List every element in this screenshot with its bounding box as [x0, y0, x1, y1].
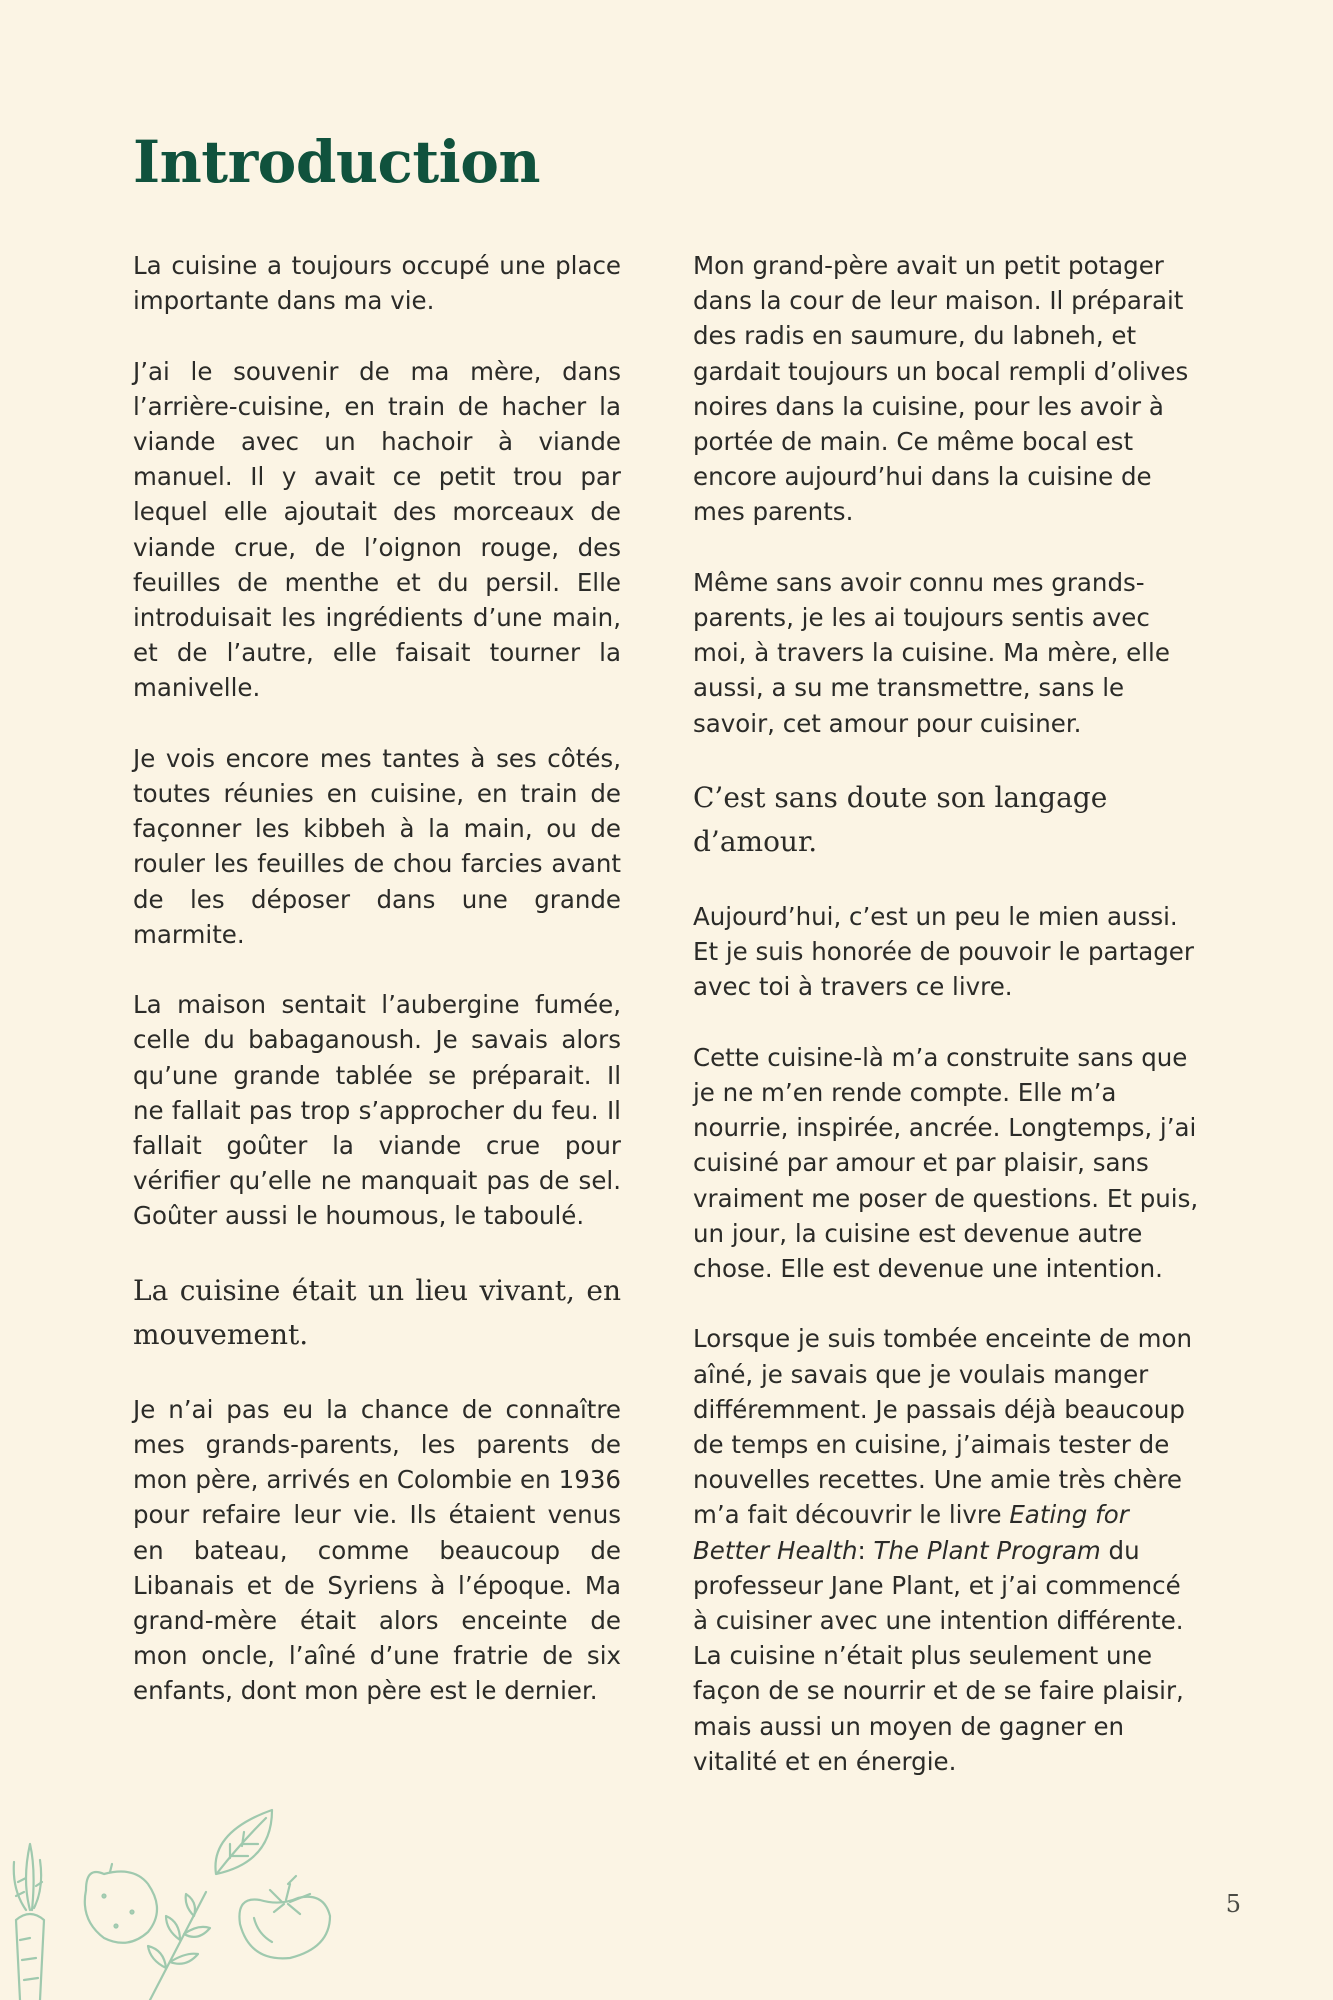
lemon-icon	[85, 1864, 157, 1943]
leaf-icon	[215, 1810, 272, 1874]
book-title: Eating for Better Health	[693, 1500, 1129, 1565]
paragraph: La maison sentait l’aubergine fumée, celle du babaganoush. Je savais alors qu’une grande tablée se préparait. Il ne fallait pas trop s’approcher du feu. Il fallait goûter la viande crue pour vérifier qu’elle ne manquait pas de sel. Goûter aussi le houmous, le taboulé.	[133, 990, 621, 1231]
pull-quote-heading: La cuisine était un lieu vivant, en mouvement.	[133, 1273, 621, 1351]
paragraph	[693, 1321, 1203, 1779]
page-number: 5	[1225, 1890, 1241, 1918]
page-title: Introduction	[133, 128, 541, 196]
carrot-icon	[14, 1844, 44, 2000]
tomato-icon	[239, 1876, 330, 1958]
paragraph: Même sans avoir connu mes grands-parents, je les ai toujours sentis avec moi, à travers la cuisine. Ma mère, elle aussi, a su me transmettre, sans le savoir, cet amour pour cuisiner.	[693, 567, 1170, 738]
paragraph: Aujourd’hui, c’est un peu le mien aussi. Et je suis honorée de pouvoir le partager avec toi à travers ce livre.	[693, 902, 1194, 1002]
book-subtitle: The Plant Program	[873, 1535, 1101, 1565]
paragraph-text: :	[857, 1535, 874, 1565]
pull-quote-heading: C’est sans doute son langage d’amour.	[693, 781, 1108, 859]
vegetable-illustration	[0, 1800, 360, 2000]
paragraph: La cuisine a toujours occupé une place importante dans ma vie.	[133, 251, 621, 316]
right-column	[693, 248, 1203, 1814]
paragraph: Cette cuisine-là m’a construite sans que je ne m’en rende compte. Elle m’a nourrie, inspirée, ancrée. Longtemps, j’ai cuisiné par amour et par plaisir, sans vraiment me poser de questions. Et puis, un jour, la cuisine est devenue autre chose. Elle est devenue une intention.	[693, 1042, 1199, 1284]
paragraph: Je n’ai pas eu la chance de connaître mes grands-parents, les parents de mon père, arrivés en Colombie en 1936 pour refaire leur vie. Ils étaient venus en bateau, comme beaucoup de Libanais et de Syriens à l’époque. Ma grand-mère était alors enceinte de mon oncle, l’aîné d’une fratrie de six enfants, dont mon père est le dernier.	[133, 1394, 621, 1706]
paragraph: Je vois encore mes tantes à ses côtés, toutes réunies en cuisine, en train de façonner les kibbeh à la main, ou de rouler les feuilles de chou farcies avant de les déposer dans une grande marmite.	[133, 743, 621, 949]
paragraph-text: du professeur Jane Plant, et j’ai commencé à cuisiner avec une intention différente. La cuisine n’était plus seulement une façon de se nourrir et de se faire plaisir, mais aussi un moyen de gagner en vitalité et en énergie.	[693, 1535, 1184, 1776]
left-column	[133, 248, 621, 1709]
paragraph: J’ai le souvenir de ma mère, dans l’arrière-cuisine, en train de hacher la viande avec un hachoir à viande manuel. Il y avait ce petit trou par lequel elle ajoutait des morceaux de viande crue, de l’oignon rouge, des feuilles de menthe et du persil. Elle introduisait les ingrédients d’une main, et de l’autre, elle faisait tourner la manivelle.	[133, 356, 621, 703]
paragraph-text: Lorsque je suis tombée enceinte de mon aîné, je savais que je voulais manger différemment. Je passais déjà beaucoup de temps en cuisine, j’aimais tester de nouvelles recettes. Une amie très chère m’a fait découvrir le livre	[693, 1324, 1192, 1530]
paragraph: Mon grand-père avait un petit potager dans la cour de leur maison. Il préparait des radis en saumure, du labneh, et gardait toujours un bocal rempli d’olives noires dans la cuisine, pour les avoir à portée de main. Ce même bocal est encore aujourd’hui dans la cuisine de mes parents.	[693, 251, 1189, 527]
